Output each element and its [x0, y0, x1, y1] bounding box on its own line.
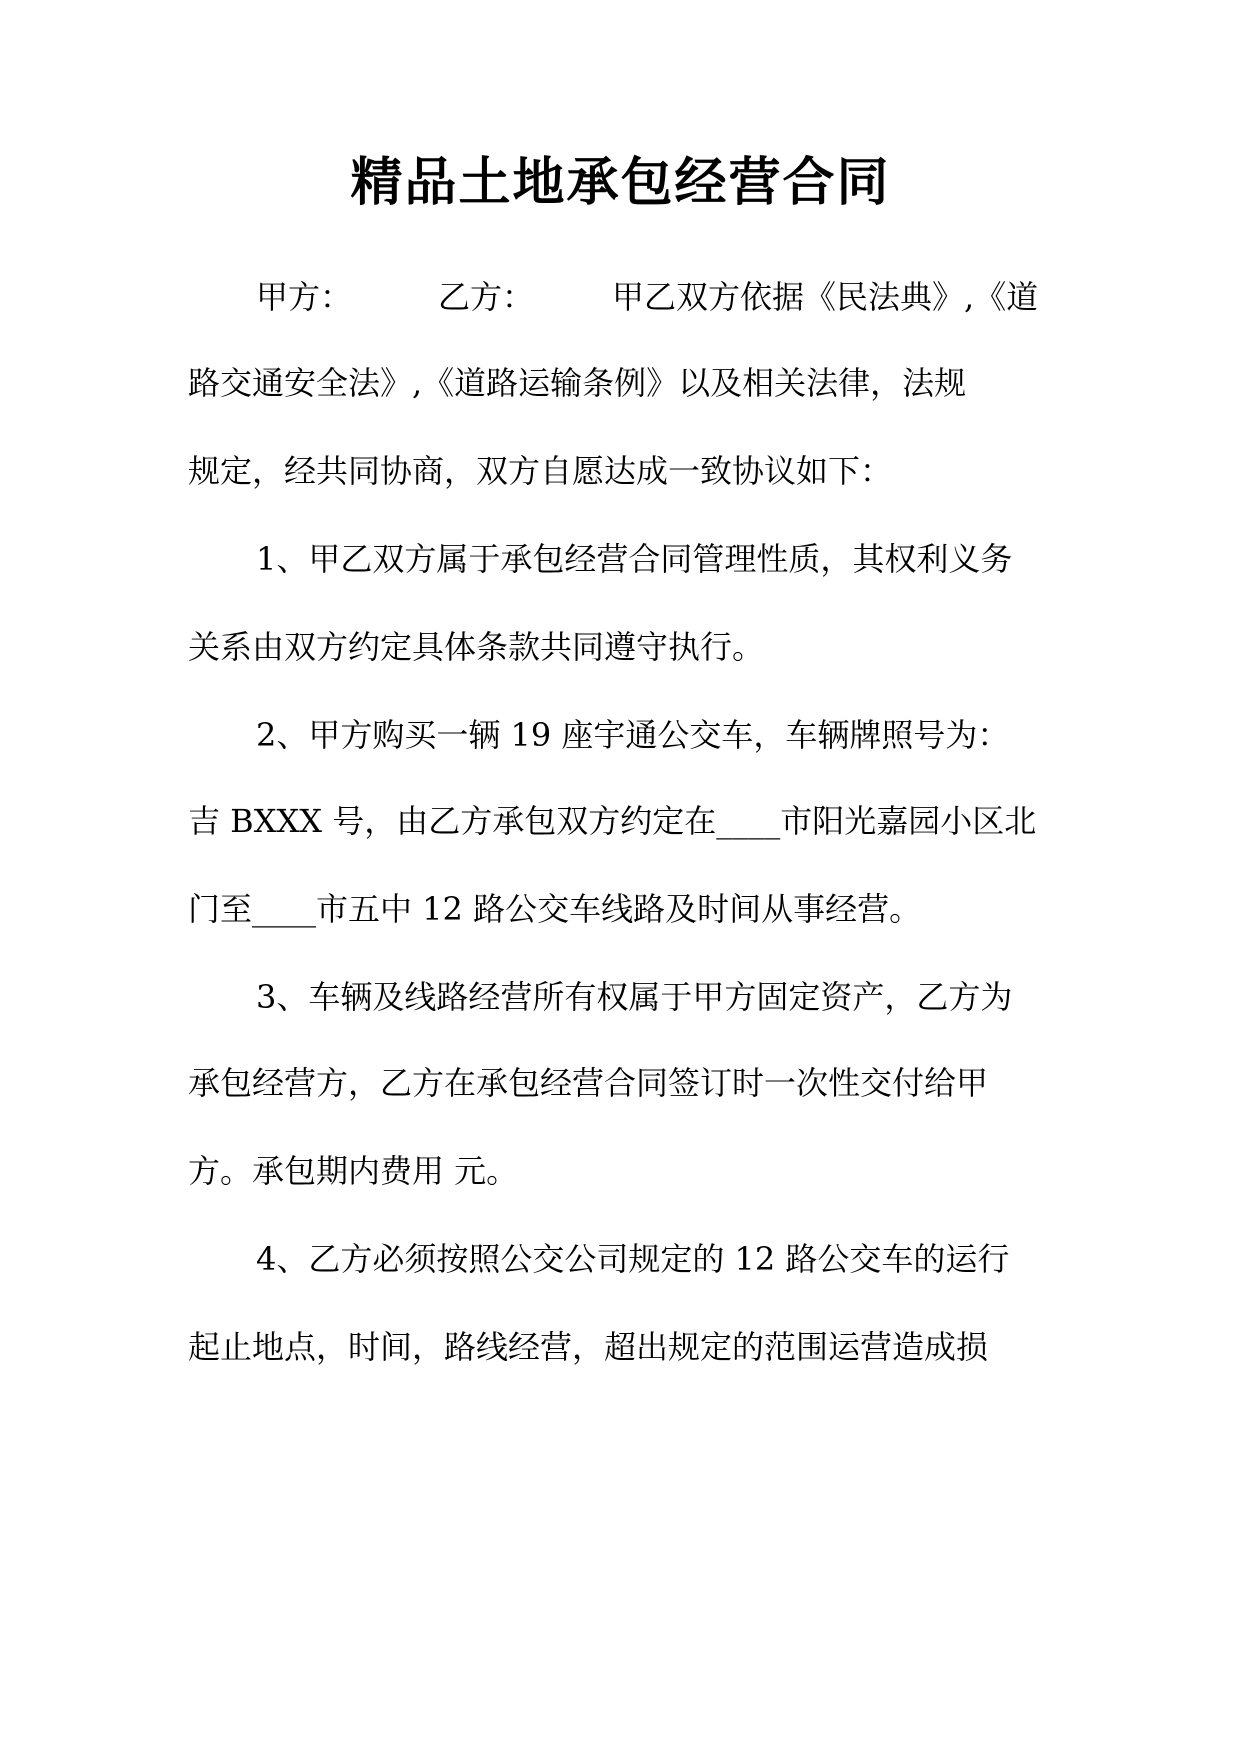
paragraph-line: 门至____市五中 12 路公交车线路及时间从事经营。: [188, 890, 922, 928]
document-title: 精品土地承包经营合同: [350, 153, 891, 213]
paragraph-line: 吉 BXXX 号，由乙方承包双方约定在____市阳光嘉园小区北: [188, 802, 1037, 840]
paragraph-line: 承包经营方，乙方在承包经营合同签订时一次性交付给甲: [188, 1064, 989, 1102]
party-a-label: 甲方：: [256, 278, 353, 316]
clause-4-line: 4、乙方必须按照公交公司规定的 12 路公交车的运行: [256, 1240, 1010, 1278]
paragraph-line: 路交通安全法》,《道路运输条例》以及相关法律，法规: [188, 364, 967, 402]
clause-1-line: 1、甲乙双方属于承包经营合同管理性质，其权利义务: [256, 540, 1013, 578]
paragraph-line: 关系由双方约定具体条款共同遵守执行。: [188, 628, 765, 666]
clause-2-line: 2、甲方购买一辆 19 座宇通公交车，车辆牌照号为：: [256, 716, 1010, 754]
intro-line: [256, 272, 1038, 322]
paragraph-line: 甲乙双方依据《民法典》,《道: [612, 278, 1039, 316]
paragraph-line: 规定，经共同协商，双方自愿达成一致协议如下：: [188, 452, 893, 490]
clause-3-line: 3、车辆及线路经营所有权属于甲方固定资产，乙方为: [256, 978, 1013, 1016]
paragraph-line: 起止地点，时间，路线经营，超出规定的范围运营造成损: [188, 1328, 989, 1366]
paragraph-line: 方。承包期内费用 元。: [188, 1152, 519, 1190]
party-b-label: 乙方：: [438, 278, 535, 316]
